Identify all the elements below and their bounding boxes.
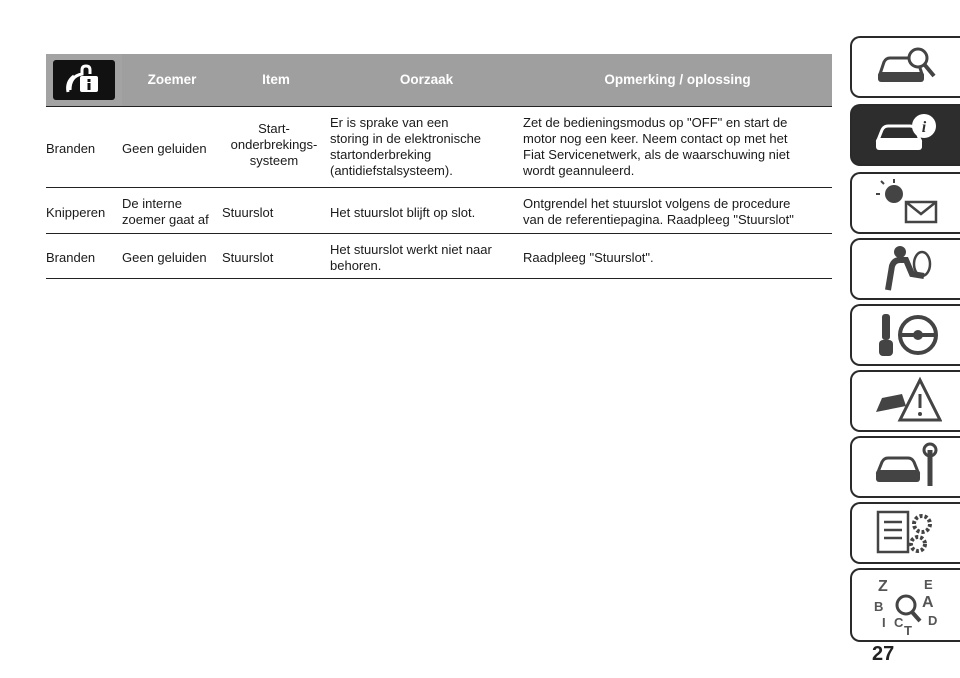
item-cell: Start- onderbrekings- systeem: [222, 107, 330, 188]
car-wrench-icon: [872, 442, 942, 492]
oorzaak-cell: Het stuurslot werkt niet naar behoren.: [330, 234, 523, 279]
seat-airbag-icon: [872, 244, 942, 294]
zoemer-cell: Geen geluiden: [122, 107, 222, 188]
page-number: 27: [872, 643, 895, 665]
checklist-gears-icon: [872, 508, 942, 558]
index-letter: D: [928, 613, 938, 628]
header-oorzaak: Oorzaak: [330, 54, 523, 107]
index-letter: T: [904, 623, 912, 635]
tab-checklist[interactable]: [850, 502, 960, 564]
table-row: [46, 188, 832, 234]
alphabet-index-icon: [872, 575, 942, 635]
state-cell: Knipperen: [46, 188, 122, 234]
zoemer-cell: Geen geluiden: [122, 234, 222, 279]
car-emergency-triangle-icon: [872, 376, 942, 426]
oorzaak-cell: Er is sprake van een storing in de elektronische startonderbreking (antidiefstalsysteem).: [330, 107, 523, 188]
index-letter: E: [924, 577, 933, 592]
tab-key-steering[interactable]: [850, 304, 960, 366]
table-row: [46, 107, 832, 188]
tab-index[interactable]: [850, 568, 960, 642]
header-icon-cell: [46, 54, 122, 107]
tab-car-magnifier[interactable]: [850, 36, 960, 98]
svg-text:i: i: [921, 119, 927, 136]
oplossing-cell: Raadpleeg "Stuurslot".: [523, 234, 832, 279]
warning-table: [46, 54, 832, 279]
index-letter: Z: [878, 578, 888, 595]
index-letter: I: [882, 615, 886, 630]
oplossing-cell: Ontgrendel het stuurslot volgens de procedure van de referentiepagina. Raadpleeg "Stuurslot": [523, 188, 832, 234]
item-cell: Stuurslot: [222, 234, 330, 279]
tab-emergency[interactable]: [850, 370, 960, 432]
header-item: Item: [222, 54, 330, 107]
tab-warning-lights[interactable]: [850, 172, 960, 234]
index-letter: A: [922, 594, 934, 611]
steering-lock-warning-icon: [53, 60, 115, 100]
item-cell: Stuurslot: [222, 188, 330, 234]
zoemer-cell: De interne zoemer gaat af: [122, 188, 222, 234]
header-zoemer: Zoemer: [122, 54, 222, 107]
oorzaak-cell: Het stuurslot blijft op slot.: [330, 188, 523, 234]
index-letter: B: [874, 599, 884, 614]
tab-car-wrench[interactable]: [850, 436, 960, 498]
header-opmerking: Opmerking / oplossing: [523, 54, 832, 107]
index-letter: C: [894, 615, 904, 630]
oplossing-cell: Zet de bedieningsmodus op "OFF" en start de motor nog een keer. Neem contact op met het Fiat Servicenetwerk, als de waarschuwing niet wordt geannuleerd.: [523, 107, 832, 188]
key-steering-wheel-icon: [872, 310, 942, 360]
state-cell: Branden: [46, 234, 122, 279]
state-cell: Branden: [46, 107, 122, 188]
car-magnifier-icon: [872, 42, 942, 92]
warning-light-message-icon: [872, 178, 942, 228]
tab-seat-airbag[interactable]: [850, 238, 960, 300]
tab-car-info[interactable]: [850, 104, 960, 166]
car-info-icon: [872, 110, 942, 160]
table-row: [46, 234, 832, 279]
table-header-row: [46, 54, 832, 107]
